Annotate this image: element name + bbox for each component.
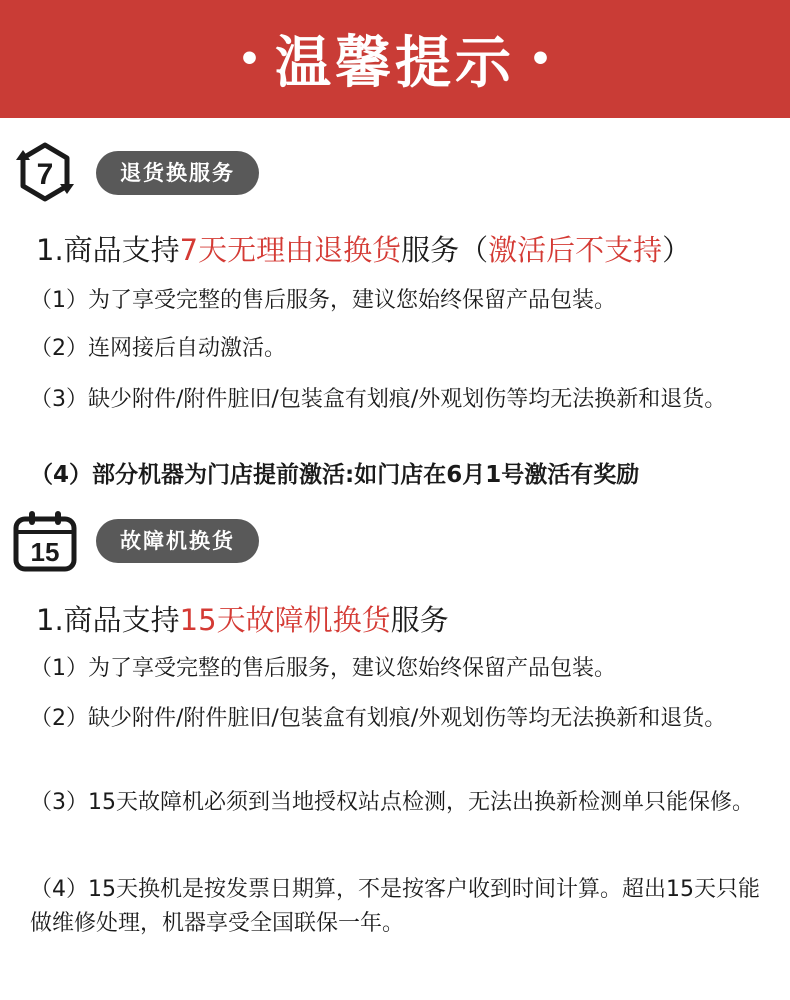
calendar-icon-number: 15 <box>30 537 60 567</box>
page-title: 温馨提示 <box>275 31 515 96</box>
exchange-main-suffix: 服务 <box>390 603 449 637</box>
exchange-main-highlight: 15天故障机换货 <box>179 603 391 637</box>
exchange-service-pill: 故障机换货 <box>96 519 259 563</box>
returns-main-highlight: 7天无理由退换货 <box>179 233 402 267</box>
section-exchange-header <box>12 508 259 574</box>
returns-main-prefix: 1.商品支持 <box>36 233 180 267</box>
returns-main-middle: 服务（ <box>401 233 489 267</box>
returns-item-1: （1）为了享受完整的售后服务，建议您始终保留产品包装。 <box>30 288 616 313</box>
seven-day-icon-number: 7 <box>36 158 54 191</box>
header-banner <box>0 0 790 118</box>
exchange-item-4: （4）15天换机是按发票日期算，不是按客户收到时间计算。超出15天只能做维修处理，机器享受全国联保一年。 <box>30 877 760 936</box>
returns-main-suffix: ） <box>662 233 692 267</box>
returns-service-pill: 退货换服务 <box>96 151 259 195</box>
exchange-main-prefix: 1.商品支持 <box>36 603 180 637</box>
exchange-item-3: （3）15天故障机必须到当地授权站点检测，无法出换新检测单只能保修。 <box>30 790 754 815</box>
exchange-main-line <box>36 598 449 639</box>
header-dot-right: • <box>529 38 553 80</box>
section-returns-header <box>12 140 259 206</box>
returns-item-3: （3）缺少附件/附件脏旧/包装盒有划痕/外观划伤等均无法换新和退货。 <box>30 387 727 412</box>
returns-main-highlight2: 激活后不支持 <box>488 233 663 267</box>
seven-day-return-icon <box>12 140 78 206</box>
exchange-item-1: （1）为了享受完整的售后服务，建议您始终保留产品包装。 <box>30 656 616 681</box>
header-dot-left: • <box>237 38 261 80</box>
exchange-item-2: （2）缺少附件/附件脏旧/包装盒有划痕/外观划伤等均无法换新和退货。 <box>30 706 727 731</box>
returns-main-line <box>36 228 691 269</box>
returns-item-2: （2）连网接后自动激活。 <box>30 336 286 361</box>
returns-item-4: （4）部分机器为门店提前激活:如门店在6月1号激活有奖励 <box>30 462 640 488</box>
calendar-15-icon <box>12 508 78 574</box>
